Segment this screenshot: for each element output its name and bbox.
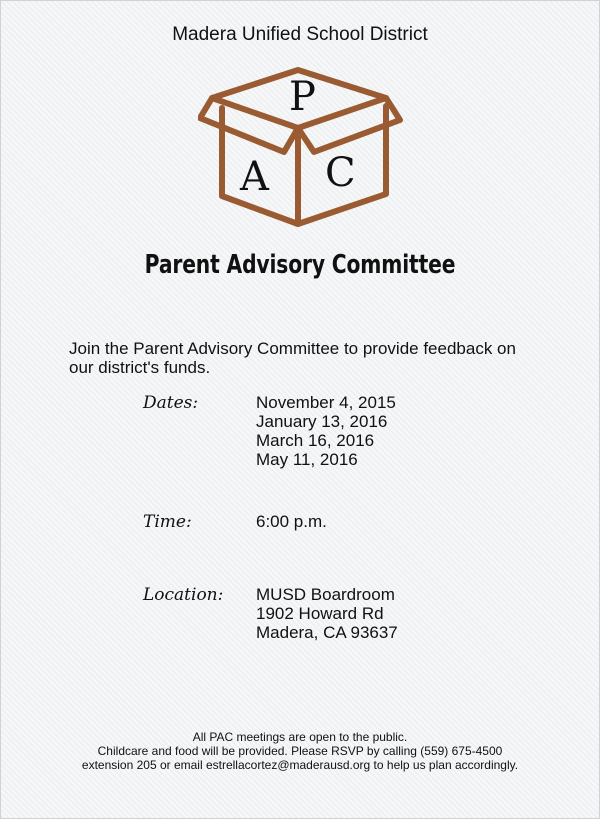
footer-line: All PAC meetings are open to the public.	[192, 730, 408, 744]
location-label: Location:	[143, 585, 224, 605]
footer-line: extension 205 or email estrellacortez@maderausd.org to help us plan accordingly.	[81, 758, 519, 772]
date-item: November 4, 2015	[256, 393, 396, 412]
date-item: January 13, 2016	[256, 412, 388, 431]
pac-box-logo	[198, 66, 404, 228]
footer-line: Childcare and food will be provided. Please RSVP by calling (559) 675-4500	[97, 744, 503, 758]
date-item: March 16, 2016	[256, 431, 375, 450]
location-line: 1902 Howard Rd	[256, 604, 384, 623]
location-line: MUSD Boardroom	[256, 585, 395, 604]
footer-note	[0, 730, 600, 772]
logo-letter-c: C	[325, 150, 356, 196]
date-item: May 11, 2016	[256, 450, 358, 469]
time-value: 6:00 p.m.	[256, 512, 327, 531]
intro-text: Join the Parent Advisory Committee to provide feedback on our district's funds.	[69, 339, 516, 377]
location-line: Madera, CA 93637	[256, 623, 398, 642]
logo-letter-p: P	[289, 74, 316, 120]
dates-list	[256, 393, 396, 469]
page-title: Parent Advisory Committee	[144, 250, 456, 280]
district-name: Madera Unified School District	[172, 24, 428, 45]
location-address	[256, 585, 398, 642]
logo-letter-a: A	[240, 154, 269, 200]
time-label: Time:	[143, 512, 192, 532]
dates-label: Dates:	[143, 393, 199, 413]
